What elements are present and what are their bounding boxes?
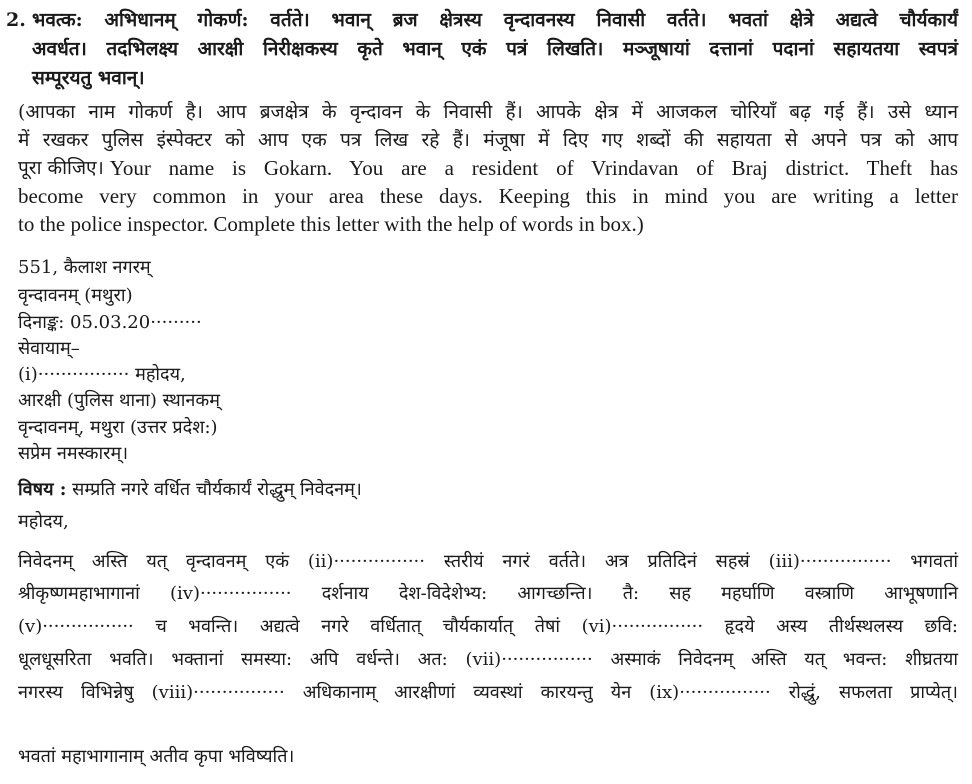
question-number: 2. <box>6 9 26 31</box>
english-translation-line: become very common in your area these days. Keeping this in mind you are writing a letter <box>18 184 958 208</box>
subject-text: सम्प्रति नगरे वर्धित चौर्यकार्यं रोद्धुम् निवेदनम्। <box>72 479 362 500</box>
letter-body-line: नगरस्य विभिन्नेषु (viii)················ अधिकानाम् आरक्षीणां व्यवस्थां कारयन्तु येन (ix)················ रोद्धुं, सफलता प्राप्येत्। <box>18 682 958 703</box>
question-sanskrit-line: अवर्धत। तदभिलक्ष्य आरक्षी निरीक्षकस्य कृते भवान् एकं पत्रं लिखति। मञ्जूषायां दत्तानां पदानां सहायतया स्वपत्रं <box>32 38 958 60</box>
hindi-translation-line: (आपका नाम गोकर्ण है। आप ब्रजक्षेत्र के वृन्दावन के निवासी हैं। आपके क्षेत्र में आजकल चोरियाँ बढ़ गई हैं। उसे ध्यान <box>18 101 958 123</box>
mixed-translation-line <box>18 156 958 180</box>
letter-closing: भवतां महाभागानाम् अतीव कृपा भविष्यति। <box>18 746 295 767</box>
letter-body-line: श्रीकृष्णमहाभागानां (iv)················ दर्शनाय देश-विदेशेभ्य: आगच्छन्ति। तै: सह महर्घाणि वस्त्राणि आभूषणानि <box>18 583 958 604</box>
letter-body-line: निवेदनम् अस्ति यत् वृन्दावनम् एकं (ii)················ स्तरीयं नगरं वर्तते। अत्र प्रतिदिनं सहस्रं (iii)················ भगवतां <box>18 551 958 572</box>
sender-address-line: वृन्दावनम् (मथुरा) <box>18 285 133 306</box>
question-sanskrit-line: सम्पूरयतु भवान्। <box>32 67 145 89</box>
address-mahoday: महोदय, <box>18 511 69 532</box>
salutation-top: सेवायाम्– <box>18 338 80 359</box>
question-sanskrit-line: भवत्क: अभिधानम् गोकर्ण: वर्तते। भवान् ब्रज क्षेत्रस्य वृन्दावनस्य निवासी वर्तते। भवतां क्षेत्रे अद्यत्वे चौर्यकार्यं <box>32 9 958 31</box>
subject-line <box>18 478 362 502</box>
english-translation-line: to the police inspector. Complete this letter with the help of words in box.) <box>18 212 644 236</box>
english-text: Your name is Gokarn. You are a resident of Vrindavan of Braj district. Theft has <box>109 156 958 180</box>
letter-date: दिनाङ्क: 05.03.20········· <box>18 312 202 333</box>
recipient-line: वृन्दावनम्, मथुरा (उत्तर प्रदेश:) <box>18 417 218 438</box>
blank-i: (i)················ महोदय, <box>18 364 186 385</box>
hindi-text: पूरा कीजिए। <box>18 157 104 179</box>
greeting: सप्रेम नमस्कारम्। <box>18 443 129 464</box>
subject-label: विषय : <box>18 479 67 500</box>
letter-body-line: (v)················ च भवन्ति। अद्यत्वे नगरे वर्धितात् चौर्यकार्यात् तेषां (vi)················ हृदये अस्य तीर्थस्थलस्य छवि: <box>18 616 958 637</box>
letter-body-line: धूलधूसरिता भवति। भक्तानां समस्या: अपि वर्धन्ते। अत: (vii)················ अस्माकं निवेदनम् अस्ति यत् भवन्त: शीघ्रतया <box>18 649 958 670</box>
sender-address-line: 551, कैलाश नगरम् <box>18 257 151 278</box>
hindi-translation-line: में रखकर पुलिस इंस्पेक्टर को आप एक पत्र लिख रहे हैं। मंजूषा में दिए गए शब्दों की सहायता से अपने पत्र को आप <box>18 129 958 151</box>
recipient-line: आरक्षी (पुलिस थाना) स्थानकम् <box>18 390 220 411</box>
